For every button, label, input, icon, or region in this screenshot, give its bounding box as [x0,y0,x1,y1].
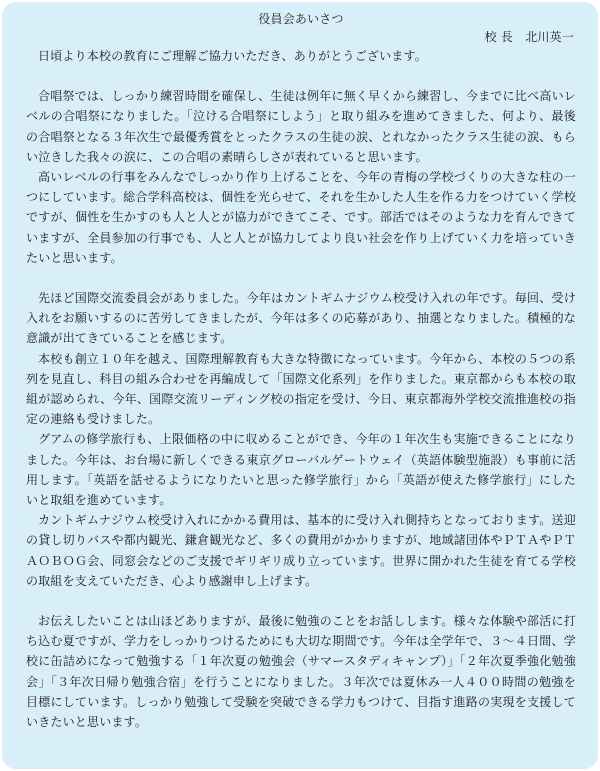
document-title: 役員会あいさつ [258,12,344,26]
paragraph-international-education: 本校も創立１０年を越え、国際理解教育も大きな特徴になっています。今年から、本校の５つの系列を見直し、科目の組み合わせを再編成して「国際文化系列」を作りました。東京都からも本校の取組が認められ、今年、国際交流リーディング校の指定を受け、今日、東京都海外学校交流推進校の指定の連絡も受けました。 [26,351,576,427]
paragraph-school-events: 高いレベルの行事をみんなでしっかり作り上げることを、今年の青梅の学校づくりの大きな柱の一つにしています。総合学科高校は、個性を光らせて、それを生かした人生を作る力をつけていく学校ですが、個性を生かすのも人と人とが協力ができてこそ、です。部活ではそのような力を育んできていますが、全員参加の行事でも、人と人とが協力してより良い社会を作り上げていく力を培っていきたいと思います。 [26,170,576,265]
greeting-line: 日頃より本校の教育にご理解ご協力いただき、ありがとうございます。 [38,49,427,63]
paragraph-gap [26,268,576,288]
paragraph-summer-study: お伝えしたいことは山ほどありますが、最後に勉強のことをお話しします。様々な体験や部活に打ち込む夏ですが、学力をしっかりつけるためにも大切な期間です。今年は全学年で、３～４日間、学校に缶詰めになって勉強する「１年次夏の勉強会（サマースタディキャンプ）」「２年次夏季強化勉強会」「３年次日帰り勉強合宿」を行うことになりました。３年次では夏休み一人４００時間の勉強を目標にしています。しっかり勉強して受験を突破できる学力もつけて、目指す進路の実現を支援していきたいと思います。 [26,614,576,730]
document-author: 校 長 北川英一 [484,30,574,44]
paragraph-guam-trip: グアムの修学旅行も、上限価格の中に収めることができ、今年の１年次生も実施できることになりました。今年は、お台場に新しくできる東京グローバルゲートウェイ（英語体験型施設）も事前に活用します。「英語を話せるようになりたいと思った修学旅行」から「英語が使えた修学旅行」にしたいと取組を進めています。 [26,432,576,508]
paragraph-gap [26,591,576,611]
paragraph-chorus-festival: 合唱祭では、しっかり練習時間を確保し、生徒は例年に無く早くから練習し、今までに比べ高いレベルの合唱祭になりました。「泣ける合唱祭にしよう」と取り組みを進めてきました、何より、最後の合唱祭となる３年次生で最優秀賞をとったクラスの生徒の涙、とれなかったクラス生徒の涙、もらい泣きした我々の涙に、この合唱の素晴らしさが表れていると思います。 [26,89,576,164]
greeting-document [2,2,598,769]
paragraph-exchange-costs: カントギムナジウム校受け入れにかかる費用は、基本的に受け入れ側持ちとなっております。送迎の貸し切りバスや都内観光、鎌倉観光など、多くの費用がかかりますが、地域諸団体やＰＴＡやＰＴＡＯＢＯＧ会、同窓会などのご支援でギリギリ成り立っています。世界に開かれた生徒を育てる学校の取組を支えていただき、心より感謝申し上げます。 [26,513,576,588]
paragraph-gap [26,66,576,86]
paragraph-exchange-committee: 先ほど国際交流委員会がありました。今年はカントギムナジウム校受け入れの年です。毎回、受け入れをお願いするのに苦労してきましたが、今年は多くの応募があり、抽選となりました。積極的な意識が出てきていることを感じます。 [26,291,576,346]
